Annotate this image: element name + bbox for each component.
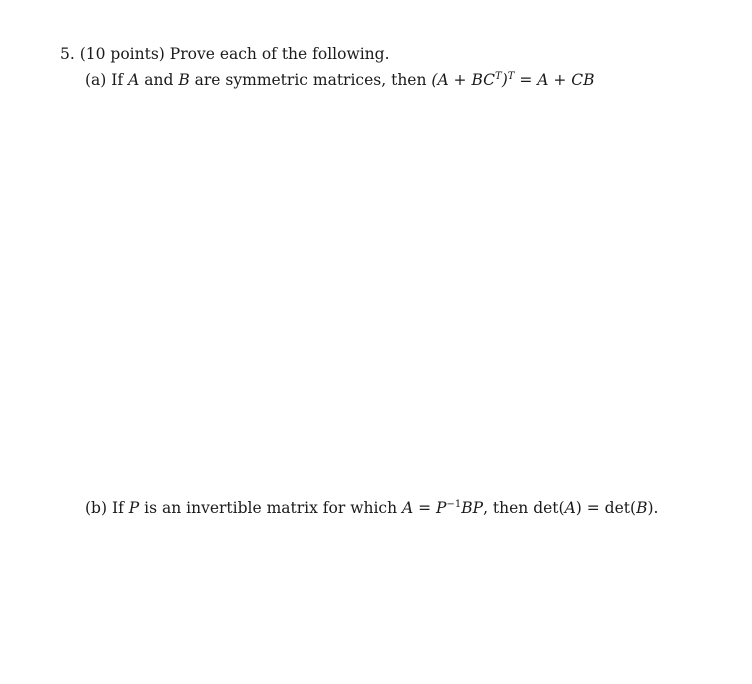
part-a-statement [85,70,595,93]
part-a-expr-close: ) [501,71,508,89]
part-a-mid-text: are symmetric matrices, then [194,71,427,89]
question-number: 5. [60,45,75,63]
part-a-var-a: A [128,71,140,89]
part-b-sup-inv: −1 [446,499,462,510]
part-a-var-b: B [178,71,190,89]
part-a-expr-rhs: = A + CB [514,71,595,89]
part-b-expr-lhs: A = P [402,499,447,517]
part-b-label: (b) [85,499,108,517]
part-b-expr-rhs: BP [461,499,484,517]
part-b-answer-space[interactable] [85,528,685,668]
part-b-end: ). [647,499,659,517]
part-a-if: If [111,71,124,89]
part-b-det-a: A [564,499,576,517]
part-a-and: and [144,71,174,89]
part-b-then: , then det( [483,499,565,517]
question-header [60,44,390,64]
part-a-sup-t1: T [495,71,502,82]
part-b-eq: ) = det( [575,499,637,517]
part-b-if: If [111,499,124,517]
part-b-mid-text: is an invertible matrix for which [144,499,398,517]
part-a-label: (a) [85,71,107,89]
part-b-statement [85,498,658,521]
part-a-answer-space[interactable] [85,100,685,485]
part-a-sup-t2: T [507,71,515,82]
question-prompt: Prove each of the following. [169,45,390,63]
part-b-var-p: P [128,499,140,517]
part-b-det-b: B [636,499,648,517]
part-a-expr-open: (A + BC [431,71,496,89]
question-points: (10 points) [79,45,165,63]
